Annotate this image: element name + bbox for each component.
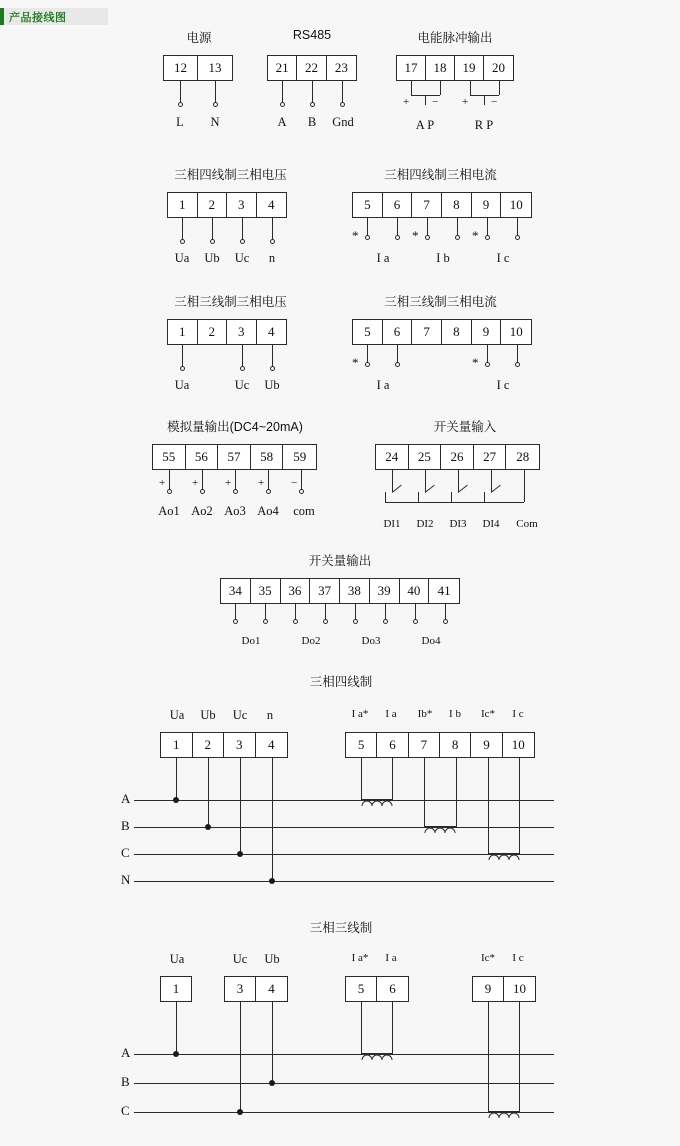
ct-lead-line	[488, 1002, 489, 1112]
lead-line	[524, 470, 525, 502]
terminal-block-v3p3w	[167, 319, 287, 345]
lead-line	[342, 81, 343, 103]
terminal-cell: 22	[297, 56, 326, 80]
phase-label-N: N	[121, 872, 131, 887]
sign-minus: −	[432, 96, 439, 108]
lead-dot	[280, 102, 285, 107]
lead-dot	[213, 102, 218, 107]
phase-line-B	[134, 827, 554, 828]
label-rs485-A: A	[277, 115, 287, 129]
caption-wiring-3p4w: 三相四线制	[309, 675, 373, 689]
lead-line	[272, 218, 273, 240]
drop-line-n	[272, 758, 273, 882]
junction-dot	[269, 878, 275, 884]
label-Ub: Ub	[264, 952, 280, 966]
terminal-cell: 10	[509, 324, 523, 339]
drop-line-Ub	[208, 758, 209, 828]
terminal-cell: 9	[471, 733, 502, 757]
phase-line-A	[134, 800, 554, 801]
terminal-block-do	[220, 578, 460, 604]
lead-line	[470, 81, 471, 95]
lead-line	[182, 345, 183, 367]
label-Ia: I a	[376, 251, 390, 265]
lead-line	[182, 218, 183, 240]
sign-plus: +	[159, 477, 166, 489]
lead-line	[295, 604, 296, 620]
label-rs485-Gnd: Gnd	[332, 115, 354, 129]
lead-dot	[425, 235, 430, 240]
lead-line	[397, 218, 398, 236]
terminal-cell: 57	[218, 445, 251, 469]
lead-line	[272, 345, 273, 367]
caption-v3p3w: 三相三线制三相电压	[174, 295, 287, 309]
drop-line-Uc	[240, 1002, 241, 1113]
lead-line	[427, 218, 428, 236]
lead-line	[312, 81, 313, 103]
switch-symbol	[392, 485, 402, 493]
label-Uc: Uc	[232, 952, 248, 966]
lead-line	[180, 81, 181, 103]
terminal-cell: 6	[389, 981, 396, 996]
caption-v3p4w: 三相四线制三相电压	[174, 168, 287, 182]
terminal-block-wiring-current-right-3p3w	[472, 976, 536, 1002]
lead-line	[212, 218, 213, 240]
terminal-cell: 2	[193, 733, 225, 757]
phase-line-B	[134, 1083, 554, 1084]
terminal-cell: 9	[472, 320, 502, 344]
terminal-cell: 58	[251, 445, 284, 469]
label-Ia: I a	[385, 952, 397, 964]
sign-plus: +	[192, 477, 199, 489]
lead-dot	[413, 619, 418, 624]
phase-label-A: A	[121, 791, 131, 806]
label-Ua: Ua	[169, 708, 185, 722]
phase-line-A	[134, 1054, 554, 1055]
terminal-cell: 7	[412, 320, 442, 344]
label-Uc: Uc	[232, 708, 248, 722]
lead-dot	[485, 362, 490, 367]
label-Ua: Ua	[174, 251, 190, 265]
lead-dot	[515, 362, 520, 367]
lead-dot	[323, 619, 328, 624]
lead-dot	[443, 619, 448, 624]
lead-line	[484, 492, 485, 502]
phase-label-A: A	[121, 1045, 131, 1060]
terminal-block-i3p4w	[352, 192, 532, 218]
caption-power: 电源	[186, 31, 212, 45]
terminal-cell: 40	[400, 579, 430, 603]
lead-dot	[200, 489, 205, 494]
lead-dot	[365, 362, 370, 367]
terminal-cell: 37	[310, 579, 340, 603]
lead-dot	[395, 235, 400, 240]
lead-line	[392, 470, 393, 492]
terminal-block-v3p4w	[167, 192, 287, 218]
terminal-cell: 7	[409, 733, 440, 757]
ct-lead-line	[519, 758, 520, 854]
terminal-cell: 20	[491, 60, 505, 75]
label-Ao3: Ao3	[224, 504, 246, 518]
label-Ib: I b	[436, 251, 450, 265]
terminal-cell: 21	[268, 56, 297, 80]
label-Ic: I c	[512, 952, 524, 964]
label-Ub: Ub	[200, 708, 216, 722]
lead-line	[367, 345, 368, 363]
page-header	[0, 8, 108, 25]
terminal-cell: 28	[516, 449, 530, 464]
lead-line	[325, 604, 326, 620]
lead-line	[458, 470, 459, 492]
lead-line	[169, 470, 170, 490]
caption-wiring-3p3w: 三相三线制	[309, 921, 373, 935]
terminal-cell: 4	[268, 981, 275, 996]
terminal-cell: 23	[334, 60, 348, 75]
terminal-block-di	[375, 444, 540, 470]
terminal-cell: 25	[409, 445, 442, 469]
lead-line	[440, 81, 441, 95]
lead-line	[385, 604, 386, 620]
lead-dot	[233, 489, 238, 494]
label-Ao4: Ao4	[257, 504, 279, 518]
drop-line-Ua	[176, 1002, 177, 1055]
label-Ao1: Ao1	[158, 504, 180, 518]
lead-line	[367, 218, 368, 236]
caption-i3p4w: 三相四线制三相电流	[384, 168, 497, 182]
label-Ao2: Ao2	[191, 504, 213, 518]
lead-line	[242, 345, 243, 367]
terminal-cell: 5	[346, 733, 377, 757]
label-pulse-AP: A P	[415, 118, 435, 132]
junction-dot	[237, 851, 243, 857]
lead-line	[425, 95, 426, 105]
terminal-cell: 27	[474, 445, 507, 469]
lead-dot	[210, 239, 215, 244]
terminal-cell: 5	[353, 320, 383, 344]
label-pulse-RP: R P	[474, 118, 494, 132]
terminal-block-ao	[152, 444, 317, 470]
caption-pulse: 电能脉冲输出	[417, 31, 493, 45]
lead-dot	[178, 102, 183, 107]
label-Do4: Do4	[421, 635, 441, 647]
sign-minus: −	[291, 477, 298, 489]
label-rs485-B: B	[307, 115, 317, 129]
caption-do: 开关量输出	[308, 554, 372, 568]
lead-dot	[340, 102, 345, 107]
ct-lead-line	[424, 758, 425, 827]
junction-dot	[173, 1051, 179, 1057]
lead-line	[235, 604, 236, 620]
terminal-block-power	[163, 55, 233, 81]
terminal-cell: 38	[340, 579, 370, 603]
lead-dot	[180, 366, 185, 371]
terminal-block-pulse	[396, 55, 514, 81]
terminal-cell: 7	[412, 193, 442, 217]
phase-line-N	[134, 881, 554, 882]
label-DI2: DI2	[416, 518, 434, 530]
terminal-cell: 1	[168, 193, 198, 217]
lead-line	[282, 81, 283, 103]
star-marker: *	[352, 355, 359, 370]
lead-line	[268, 470, 269, 490]
terminal-cell: 2	[198, 193, 228, 217]
label-n: n	[266, 708, 274, 722]
terminal-cell: 10	[513, 981, 526, 996]
terminal-cell: 17	[397, 56, 426, 80]
sign-plus: +	[403, 96, 410, 108]
lead-line	[445, 604, 446, 620]
lead-dot	[293, 619, 298, 624]
lead-dot	[515, 235, 520, 240]
terminal-cell: 4	[267, 197, 275, 212]
terminal-cell: 34	[221, 579, 251, 603]
lead-dot	[240, 239, 245, 244]
terminal-cell: 9	[473, 977, 504, 1001]
terminal-cell: 8	[442, 320, 472, 344]
lead-line	[411, 81, 412, 95]
label-Ub: Ub	[204, 251, 220, 265]
label-Do2: Do2	[301, 635, 321, 647]
drop-line-Ua	[176, 758, 177, 801]
ct-lead-line	[488, 758, 489, 854]
caption-ao: 模拟量输出(DC4~20mA)	[167, 420, 303, 434]
label-Ic: I c	[512, 708, 524, 720]
ct-coil-icon	[485, 846, 525, 862]
terminal-cell: 59	[293, 449, 307, 464]
lead-line	[355, 604, 356, 620]
label-DI1: DI1	[383, 518, 401, 530]
label-Ic: I c	[496, 251, 510, 265]
label-Ua: Ua	[169, 952, 185, 966]
phase-label-C: C	[121, 845, 130, 860]
label-Com: Com	[516, 518, 538, 530]
label-power-N: N	[210, 115, 220, 129]
terminal-cell: 5	[346, 977, 377, 1001]
lead-line	[487, 345, 488, 363]
terminal-cell: 12	[164, 56, 198, 80]
terminal-cell: 3	[224, 733, 256, 757]
label-Ia: I a	[376, 378, 390, 392]
lead-line	[301, 470, 302, 490]
star-marker: *	[352, 228, 359, 243]
label-DI4: DI4	[482, 518, 500, 530]
terminal-cell: 3	[225, 977, 256, 1001]
lead-line	[397, 345, 398, 363]
lead-line	[457, 218, 458, 236]
terminal-block-rs485	[267, 55, 357, 81]
lead-line	[517, 218, 518, 236]
lead-dot	[299, 489, 304, 494]
terminal-cell: 2	[198, 320, 228, 344]
label-Ub: Ub	[264, 378, 280, 392]
junction-dot	[173, 797, 179, 803]
lead-dot	[263, 619, 268, 624]
terminal-cell: 39	[370, 579, 400, 603]
label-Ia-star: I a*	[351, 708, 369, 720]
terminal-cell: 10	[509, 197, 523, 212]
terminal-cell: 1	[168, 320, 198, 344]
lead-line	[491, 470, 492, 492]
star-marker: *	[412, 228, 419, 243]
common-bus-line	[385, 502, 524, 503]
sign-plus: +	[225, 477, 232, 489]
terminal-cell: 4	[267, 324, 275, 339]
ct-lead-line	[456, 758, 457, 827]
ct-lead-line	[519, 1002, 520, 1112]
terminal-cell: 6	[377, 733, 408, 757]
lead-dot	[353, 619, 358, 624]
sign-minus: −	[491, 96, 498, 108]
label-Uc: Uc	[234, 251, 250, 265]
sign-plus: +	[462, 96, 469, 108]
terminal-cell: 3	[227, 193, 257, 217]
lead-line	[202, 470, 203, 490]
ct-coil-icon	[358, 792, 398, 808]
label-Uc: Uc	[234, 378, 250, 392]
junction-dot	[237, 1109, 243, 1115]
switch-symbol	[491, 485, 501, 493]
star-marker: *	[472, 355, 479, 370]
terminal-block-i3p3w	[352, 319, 532, 345]
lead-dot	[233, 619, 238, 624]
lead-line	[415, 604, 416, 620]
lead-dot	[180, 239, 185, 244]
label-power-L: L	[176, 115, 184, 129]
sign-plus: +	[258, 477, 265, 489]
lead-line	[242, 218, 243, 240]
lead-line	[484, 95, 485, 105]
terminal-cell: 1	[161, 733, 193, 757]
switch-symbol	[425, 485, 435, 493]
terminal-cell: 1	[172, 981, 180, 996]
terminal-block-wiring-voltage-left-3p3w	[160, 976, 192, 1002]
label-DI3: DI3	[449, 518, 467, 530]
ct-coil-icon	[358, 1046, 398, 1062]
junction-dot	[269, 1080, 275, 1086]
lead-dot	[365, 235, 370, 240]
caption-di: 开关量输入	[433, 420, 497, 434]
lead-line	[487, 218, 488, 236]
label-Ua: Ua	[174, 378, 190, 392]
terminal-block-wiring-voltage-right-3p3w	[224, 976, 288, 1002]
lead-line	[499, 81, 500, 95]
lead-dot	[310, 102, 315, 107]
terminal-cell: 13	[208, 60, 222, 75]
lead-dot	[270, 239, 275, 244]
phase-label-B: B	[121, 1074, 130, 1089]
terminal-cell: 26	[441, 445, 474, 469]
lead-dot	[485, 235, 490, 240]
lead-line	[517, 345, 518, 363]
label-Ia: I a	[385, 708, 397, 720]
terminal-block-wiring-voltage-3p4w	[160, 732, 288, 758]
lead-dot	[455, 235, 460, 240]
terminal-cell: 3	[227, 320, 257, 344]
switch-symbol	[458, 485, 468, 493]
terminal-cell: 5	[353, 193, 383, 217]
phase-label-C: C	[121, 1103, 130, 1118]
caption-i3p3w: 三相三线制三相电流	[384, 295, 497, 309]
terminal-cell: 6	[383, 193, 413, 217]
terminal-cell: 55	[153, 445, 186, 469]
label-Ib-star: Ib*	[417, 708, 433, 720]
terminal-cell: 8	[440, 733, 471, 757]
terminal-cell: 35	[251, 579, 281, 603]
terminal-block-wiring-current-3p4w	[345, 732, 535, 758]
label-Ia-star: I a*	[351, 952, 369, 964]
lead-line	[265, 604, 266, 620]
phase-label-B: B	[121, 818, 130, 833]
terminal-cell: 36	[281, 579, 311, 603]
label-Do1: Do1	[241, 635, 261, 647]
label-Ic-star: Ic*	[480, 952, 496, 964]
star-marker: *	[472, 228, 479, 243]
lead-line	[235, 470, 236, 490]
terminal-cell: 6	[383, 320, 413, 344]
ct-coil-icon	[421, 819, 461, 835]
terminal-cell: 24	[376, 445, 409, 469]
lead-dot	[167, 489, 172, 494]
lead-dot	[395, 362, 400, 367]
lead-dot	[383, 619, 388, 624]
terminal-cell: 8	[442, 193, 472, 217]
terminal-cell: 18	[426, 56, 455, 80]
label-Ib: I b	[449, 708, 461, 720]
label-Do3: Do3	[361, 635, 381, 647]
terminal-cell: 56	[186, 445, 219, 469]
terminal-cell: 9	[472, 193, 502, 217]
drop-line-Ub	[272, 1002, 273, 1084]
junction-dot	[205, 824, 211, 830]
lead-line	[418, 492, 419, 502]
drop-line-Uc	[240, 758, 241, 855]
lead-dot	[266, 489, 271, 494]
lead-dot	[270, 366, 275, 371]
lead-line	[451, 492, 452, 502]
terminal-cell: 4	[267, 737, 275, 752]
lead-dot	[240, 366, 245, 371]
terminal-cell: 19	[455, 56, 484, 80]
label-Ic: I c	[496, 378, 510, 392]
lead-line	[385, 492, 386, 502]
lead-line	[215, 81, 216, 103]
terminal-block-wiring-current-left-3p3w	[345, 976, 409, 1002]
label-Ic-star: Ic*	[480, 708, 496, 720]
label-com: com	[293, 504, 315, 518]
ct-coil-icon	[485, 1104, 525, 1120]
label-n: n	[268, 251, 276, 265]
caption-rs485: RS485	[292, 28, 332, 42]
page-title: 产品接线图	[9, 11, 67, 24]
lead-line	[425, 470, 426, 492]
terminal-cell: 10	[511, 737, 525, 752]
terminal-cell: 41	[437, 583, 451, 598]
